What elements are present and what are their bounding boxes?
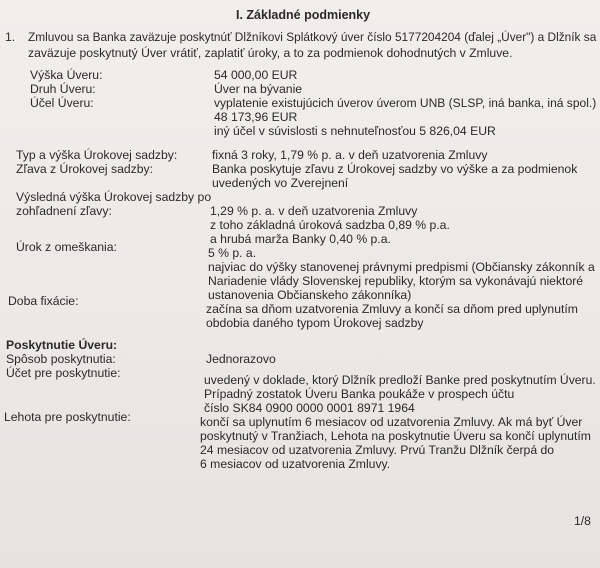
- default-interest-label: Úrok z omeškania:: [16, 240, 117, 254]
- disbursement-account-label: Účet pre poskytnutie:: [6, 366, 121, 380]
- page-number: 1/8: [574, 514, 591, 528]
- clause-number: 1.: [5, 30, 16, 44]
- interest-type-label: Typ a výška Úrokovej sadzby:: [16, 148, 178, 162]
- loan-amount-value: 54 000,00 EUR: [214, 68, 298, 82]
- default-interest-line-1: 5 % p. a.: [208, 246, 257, 260]
- section-heading: I. Základné podmienky: [236, 8, 371, 22]
- interest-discount-label: Zľava z Úrokovej sadzby:: [16, 162, 153, 176]
- loan-purpose-line-3: iný účel v súvislosti s nehnuteľnosťou 5 826,04 EUR: [214, 124, 496, 138]
- default-interest-line-4: ustanovenia Občianskeho zákonníka): [208, 288, 412, 302]
- intro-line-1: Zmluvou sa Banka zaväzuje poskytnúť Dlžníkovi Splátkový úver číslo 5177204204 (ďalej „Úver") a Dlžník sa: [28, 30, 597, 44]
- disbursement-deadline-label: Lehota pre poskytnutie:: [4, 410, 131, 424]
- interest-type-value: fixná 3 roky, 1,79 % p. a. v deň uzatvorenia Zmluvy: [212, 148, 488, 162]
- default-interest-line-2: najviac do výšky stanovenej právnymi predpismi (Občiansky zákonník a: [208, 260, 595, 274]
- loan-type-label: Druh Úveru:: [30, 82, 96, 96]
- disbursement-deadline-line-3: 24 mesiacov od uzatvorenia Zmluvy. Prvú Tranžu Dlžník čerpá do: [200, 443, 555, 457]
- loan-purpose-line-1: vyplatenie existujúcich úverov úverom UNB (SLSP, iná banka, iná spol.): [214, 96, 597, 110]
- disbursement-method-label: Spôsob poskytnutia:: [6, 352, 116, 366]
- interest-result-line-1: 1,29 % p. a. v deň uzatvorenia Zmluvy: [210, 204, 418, 218]
- loan-amount-label: Výška Úveru:: [30, 68, 103, 82]
- interest-result-label-1: Výsledná výška Úrokovej sadzby po: [16, 190, 212, 204]
- loan-purpose-label: Účel Úveru:: [30, 96, 94, 110]
- disbursement-deadline-line-2: poskytnutý v Tranžiach, Lehota na poskytnutie Úveru sa končí uplynutím: [200, 429, 591, 443]
- interest-result-line-2: z toho základná úroková sadzba 0,89 % p.a.: [210, 218, 450, 232]
- interest-result-label-2: zohľadnení zľavy:: [16, 204, 112, 218]
- intro-line-2: zaväzuje poskytnutý Úver vrátiť, zaplatiť úroky, a to za podmienok dohodnutých v Zmluve.: [28, 46, 513, 60]
- disbursement-account-line-2: Prípadný zostatok Úveru Banka poukáže v prospech účtu: [204, 387, 515, 401]
- disbursement-deadline-line-1: končí sa uplynutím 6 mesiacov od uzatvorenia Zmluvy. Ak má byť Úver: [200, 415, 583, 429]
- fixation-label: Doba fixácie:: [8, 294, 79, 308]
- loan-type-value: Úver na bývanie: [214, 82, 303, 96]
- default-interest-line-3: Nariadenie vlády Slovenskej republiky, ktorým sa vykonávajú niektoré: [208, 274, 584, 288]
- disbursement-heading: Poskytnutie Úveru:: [6, 338, 118, 352]
- disbursement-deadline-line-4: 6 mesiacov od uzatvorenia Zmluvy.: [200, 457, 391, 471]
- fixation-line-1: začína sa dňom uzatvorenia Zmluvy a končí sa dňom pred uplynutím: [206, 302, 578, 316]
- disbursement-method-value: Jednorazovo: [206, 352, 276, 366]
- disbursement-account-line-3: číslo SK84 0900 0000 0001 8971 1964: [204, 401, 415, 415]
- fixation-line-2: obdobia daného typom Úrokovej sadzby: [206, 316, 424, 330]
- loan-purpose-line-2: 48 173,96 EUR: [214, 110, 298, 124]
- interest-discount-line-1: Banka poskytuje zľavu z Úrokovej sadzby vo výške a za podmienok: [212, 162, 578, 176]
- disbursement-account-line-1: uvedený v doklade, ktorý Dlžník predloží Banke pred poskytnutím Úveru.: [204, 373, 596, 387]
- interest-result-line-3: a hrubá marža Banky 0,40 % p.a.: [210, 232, 391, 246]
- interest-discount-line-2: uvedených vo Zverejnení: [212, 176, 349, 190]
